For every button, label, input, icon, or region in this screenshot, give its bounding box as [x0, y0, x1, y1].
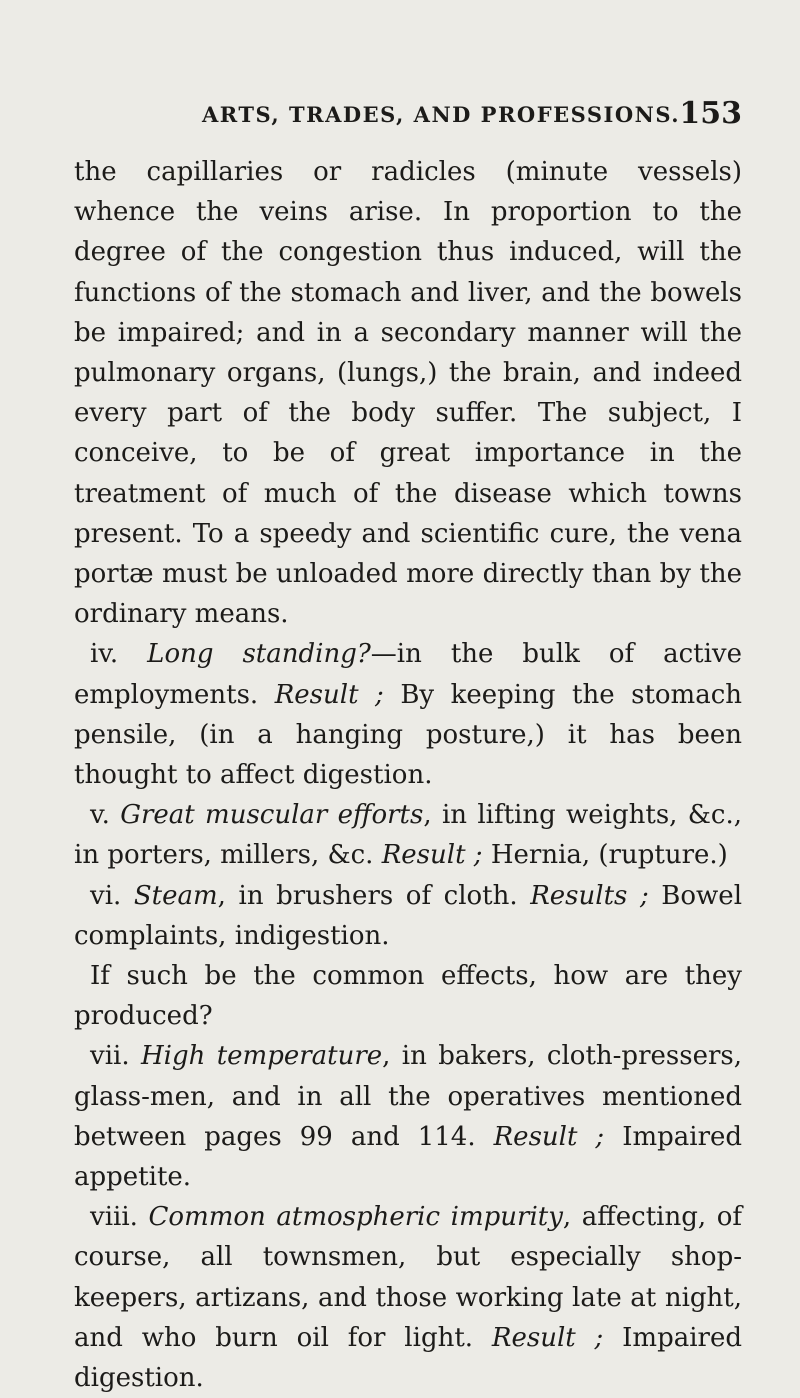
- result-text: Impaired appetite.: [74, 1121, 743, 1193]
- item-term: High temperature: [140, 1041, 383, 1072]
- paragraph-question: If such be the common effects, how are they produced?: [74, 961, 742, 1032]
- item-body: , in brushers of cloth.: [217, 880, 518, 911]
- item-term: Great muscular efforts: [120, 800, 424, 831]
- result-text: Impaired digestion.: [74, 1322, 742, 1394]
- page-header: [74, 96, 742, 146]
- item-number: viii.: [90, 1202, 138, 1233]
- paragraph-item-viii: [74, 1197, 742, 1398]
- item-body: , in bakers, cloth-pressers, glass-men, and in all the operatives mentioned between pages 99 and 114.: [74, 1041, 742, 1152]
- paragraph-item-vi: [74, 876, 742, 956]
- item-term: Common atmospheric impurity: [148, 1202, 563, 1233]
- item-term: Long standing?: [147, 639, 371, 670]
- paragraph-item-vii: [74, 1036, 742, 1197]
- result-label: Result ;: [274, 679, 384, 710]
- item-number: vi.: [90, 880, 122, 911]
- result-label: Results ;: [530, 880, 649, 911]
- item-body: , affecting, of course, all townsmen, but especially shop-keepers, artizans, and those working late at night, and who burn oil for light.: [74, 1202, 742, 1353]
- result-text: Hernia, (rupture.): [490, 840, 728, 871]
- running-head: ARTS, TRADES, AND PROFESSIONS.: [202, 102, 681, 127]
- item-body: —in the bulk of active employments.: [74, 639, 742, 710]
- result-label: Result ;: [491, 1322, 604, 1353]
- page-number: 153: [679, 96, 742, 131]
- paragraph-continuation: the capillaries or radicles (minute vessels) whence the veins arise. In proportion to the degree of the congestion thus induced, will the functions of the stomach and liver, and the bowels be impaired; and in a secondary manner will the pulmonary organs, (lungs,) the brain, and indeed every part of the body suffer. The subject, I conceive, to be of great importance in the treatment of much of the disease which towns present. To a speedy and scientific cure, the vena portæ must be unloaded more directly than by the ordinary means.: [74, 157, 742, 630]
- result-text: Bowel complaints, indigestion.: [74, 880, 743, 951]
- item-number: v.: [90, 800, 110, 831]
- body-text: [74, 152, 742, 1398]
- result-label: Result ;: [381, 840, 483, 871]
- item-term: Steam: [133, 880, 218, 911]
- item-number: vii.: [90, 1041, 130, 1072]
- paragraph-item-iv: [74, 634, 742, 795]
- result-text: By keeping the stomach pensile, (in a hanging posture,) it has been thought to affect digestion.: [74, 679, 743, 791]
- result-label: Result ;: [493, 1121, 605, 1152]
- item-body: , in lifting weights, &c., in porters, millers, &c.: [74, 800, 742, 871]
- item-number: iv.: [90, 639, 119, 670]
- paragraph-item-v: [74, 795, 742, 875]
